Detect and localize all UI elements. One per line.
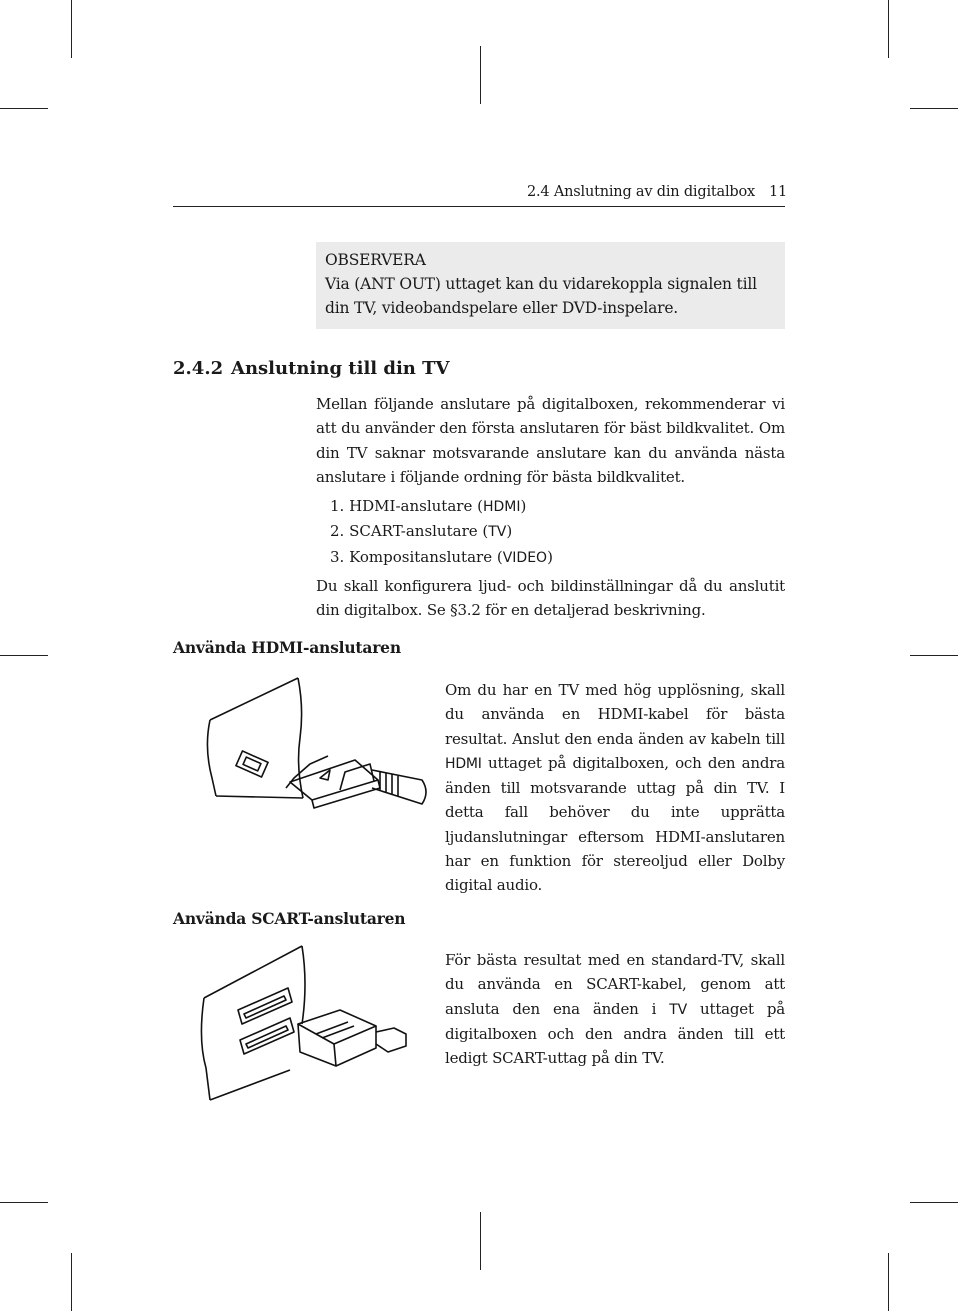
crop-mark [888, 0, 889, 58]
running-header-title: 2.4 Anslutning av din digitalbox [527, 184, 755, 200]
connector-list [330, 494, 553, 570]
hdmi-connection-illustration [200, 668, 440, 832]
note-box [316, 242, 785, 329]
crop-mark [0, 1202, 48, 1203]
section-intro: Mellan följande anslutare på digitalboxen, rekommenderar vi att du använder den första anslutaren för bäst bildkvalitet. Om din TV saknar motsvarande anslutare kan du använda nästa anslutare i följande ordning för bästa bildkvalitet. [316, 395, 785, 486]
section-number: 2.4.2 [173, 358, 224, 379]
list-item: 3. Kompositanslutare (VIDEO) [330, 547, 553, 566]
scart-paragraph: För bästa resultat med en standard-TV, skall du använda en SCART-kabel, genom att ansluta den ena änden i TV uttaget på digitalboxen och den andra änden till ett ledigt SCART-uttag på din TV. [445, 951, 785, 1068]
section-heading [173, 358, 450, 379]
scart-heading: Använda SCART-anslutaren [173, 909, 406, 928]
crop-mark [71, 0, 72, 58]
section-outro: Du skall konfigurera ljud- och bildinställningar då du anslutit din digitalbox. Se §3.2 för en detaljerad beskrivning. [316, 577, 785, 620]
crop-mark [0, 108, 48, 109]
running-header [527, 184, 788, 200]
list-item: 1. HDMI-anslutare (HDMI) [330, 497, 527, 515]
crop-mark [0, 655, 48, 656]
crop-mark [910, 655, 958, 656]
section-title: Anslutning till din TV [231, 358, 450, 379]
scart-connection-illustration [198, 944, 410, 1106]
note-text: Via (ANT OUT) uttaget kan du vidarekoppla signalen till din TV, videobandspelare eller DVD-inspelare. [325, 275, 757, 317]
crop-mark [480, 1212, 481, 1270]
list-item: 2. SCART-anslutare (TV) [330, 522, 513, 541]
page-number: 11 [768, 184, 788, 200]
crop-mark [480, 46, 481, 104]
crop-mark [71, 1253, 72, 1311]
hdmi-heading: Använda HDMI-anslutaren [173, 638, 401, 657]
crop-mark [910, 108, 958, 109]
header-rule [173, 206, 785, 207]
crop-mark [910, 1202, 958, 1203]
note-title: OBSERVERA [325, 251, 426, 269]
hdmi-paragraph: Om du har en TV med hög upplösning, skall du använda en HDMI-kabel för bästa resultat. Anslut den enda änden av kabeln till HDMI uttaget på digitalboxen, och den andra änden till motsvarande uttag på din TV. I detta fall behöver du inte upprätta ljudanslutningar eftersom HDMI-anslutaren har en funktion för stereoljud eller Dolby digital audio. [445, 681, 785, 895]
crop-mark [888, 1253, 889, 1311]
